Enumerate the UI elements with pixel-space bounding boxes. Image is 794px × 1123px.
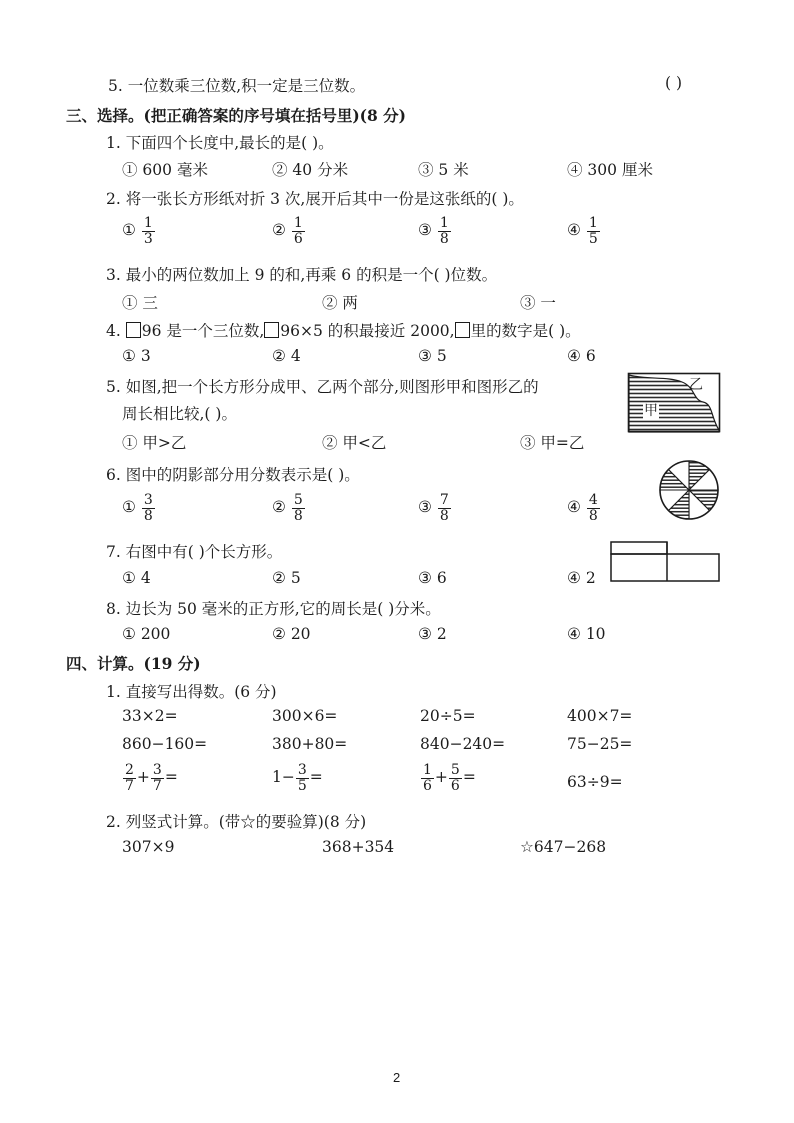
vertical-calc-item: 307×9 xyxy=(122,838,175,856)
choice-question-4: 4. 96 是一个三位数, 96×5 的积最接近 2000, 里的数字是( )。 xyxy=(106,322,581,340)
calc-item: 20÷5= xyxy=(420,707,476,725)
option-b[interactable]: ② 甲<乙 xyxy=(322,434,387,452)
option-c[interactable]: ③ 2 xyxy=(418,625,447,643)
option-c[interactable]: ③ 甲=乙 xyxy=(520,434,585,452)
fraction: $\frac{1}{5}$ xyxy=(588,215,598,247)
fraction: $\frac{5}{8}$ xyxy=(293,492,303,524)
option-marker: ① xyxy=(122,498,136,517)
choice-question-1: 1. 下面四个长度中,最长的是( )。 xyxy=(106,134,334,152)
option-d[interactable]: ④ 10 xyxy=(567,625,606,643)
figure-label-yi: 乙 xyxy=(689,377,703,393)
choice-question-6: 6. 图中的阴影部分用分数表示是( )。 xyxy=(106,466,360,484)
option-c[interactable]: ③ 一 xyxy=(520,294,556,312)
vertical-calc-item: 368+354 xyxy=(322,838,395,856)
judge-question-5: 5. 一位数乘三位数,积一定是三位数。 xyxy=(108,77,366,95)
fraction: $\frac{4}{8}$ xyxy=(588,492,598,524)
calc-item: 380+80= xyxy=(272,735,348,753)
calc-item: 300×6= xyxy=(272,707,338,725)
option-c[interactable]: ③ 5 xyxy=(418,347,447,365)
calc-item: 75−25= xyxy=(567,735,633,753)
choice-question-2: 2. 将一张长方形纸对折 3 次,展开后其中一份是这张纸的( )。 xyxy=(106,190,524,208)
option-marker: ④ xyxy=(567,221,581,240)
fraction: $\frac{1}{6}$ xyxy=(293,215,303,247)
calc-item: $\frac{2}{7}$ + $\frac{3}{7}$ = xyxy=(125,762,178,794)
option-d[interactable]: ④ 2 xyxy=(567,569,596,587)
split-rectangle-figure xyxy=(627,372,721,434)
calc-item: $\frac{1}{6}$ + $\frac{5}{6}$ = xyxy=(423,762,476,794)
option-b[interactable]: ② 40 分米 xyxy=(272,161,349,179)
fraction: $\frac{7}{8}$ xyxy=(439,492,449,524)
choice-question-3: 3. 最小的两位数加上 9 的和,再乘 6 的积是一个( )位数。 xyxy=(106,266,498,284)
fraction: $\frac{1}{8}$ xyxy=(439,215,449,247)
option-a[interactable] xyxy=(122,493,156,523)
calc-item: 63÷9= xyxy=(567,773,623,791)
option-c[interactable] xyxy=(418,216,452,246)
option-b[interactable] xyxy=(272,493,306,523)
option-marker: ③ xyxy=(418,221,432,240)
calc-item: 840−240= xyxy=(420,735,506,753)
option-d[interactable]: ④ 300 厘米 xyxy=(567,161,653,179)
answer-paren[interactable]: ( ) xyxy=(665,74,683,92)
shaded-circle-figure xyxy=(657,458,721,522)
option-b[interactable]: ② 两 xyxy=(322,294,358,312)
option-b[interactable]: ② 5 xyxy=(272,569,301,587)
section-4-title: 四、计算。(19 分) xyxy=(66,654,201,673)
option-d[interactable]: ④ 6 xyxy=(567,347,596,365)
choice-question-5-line-1: 5. 如图,把一个长方形分成甲、乙两个部分,则图形甲和图形乙的 xyxy=(106,378,539,396)
vertical-calc-item: ☆647−268 xyxy=(520,838,607,856)
choice-question-8: 8. 边长为 50 毫米的正方形,它的周长是( )分米。 xyxy=(106,600,441,618)
calc-item: 860−160= xyxy=(122,735,208,753)
option-marker: ③ xyxy=(418,498,432,517)
option-marker: ② xyxy=(272,498,286,517)
calc-item: 33×2= xyxy=(122,707,178,725)
digit-box xyxy=(264,322,279,338)
section-3-title: 三、选择。(把正确答案的序号填在括号里)(8 分) xyxy=(66,106,407,125)
option-a[interactable]: ① 3 xyxy=(122,347,151,365)
rectangles-figure xyxy=(609,540,721,584)
choice-question-5-line-2: 周长相比较,( )。 xyxy=(122,405,237,423)
option-b[interactable] xyxy=(272,216,306,246)
choice-question-7: 7. 右图中有( )个长方形。 xyxy=(106,543,283,561)
option-marker: ② xyxy=(272,221,286,240)
fraction: $\frac{1}{3}$ xyxy=(143,215,153,247)
digit-box xyxy=(126,322,141,338)
option-d[interactable] xyxy=(567,216,601,246)
option-a[interactable] xyxy=(122,216,156,246)
option-marker: ① xyxy=(122,221,136,240)
option-a[interactable]: ① 三 xyxy=(122,294,158,312)
option-d[interactable] xyxy=(567,493,601,523)
option-b[interactable]: ② 4 xyxy=(272,347,301,365)
page-number: 2 xyxy=(393,1070,401,1085)
option-a[interactable]: ① 200 xyxy=(122,625,171,643)
option-c[interactable]: ③ 6 xyxy=(418,569,447,587)
option-b[interactable]: ② 20 xyxy=(272,625,311,643)
calc-item: 400×7= xyxy=(567,707,633,725)
option-a[interactable]: ① 甲>乙 xyxy=(122,434,187,452)
option-c[interactable] xyxy=(418,493,452,523)
fraction: $\frac{3}{8}$ xyxy=(143,492,153,524)
figure-label-jia: 甲 xyxy=(644,403,658,419)
calc-part-2-title: 2. 列竖式计算。(带☆的要验算)(8 分) xyxy=(106,813,367,831)
option-a[interactable]: ① 4 xyxy=(122,569,151,587)
calc-item: 1− $\frac{3}{5}$ = xyxy=(272,762,323,794)
digit-box xyxy=(455,322,470,338)
option-marker: ④ xyxy=(567,498,581,517)
option-c[interactable]: ③ 5 米 xyxy=(418,161,469,179)
calc-part-1-title: 1. 直接写出得数。(6 分) xyxy=(106,683,277,701)
option-a[interactable]: ① 600 毫米 xyxy=(122,161,208,179)
